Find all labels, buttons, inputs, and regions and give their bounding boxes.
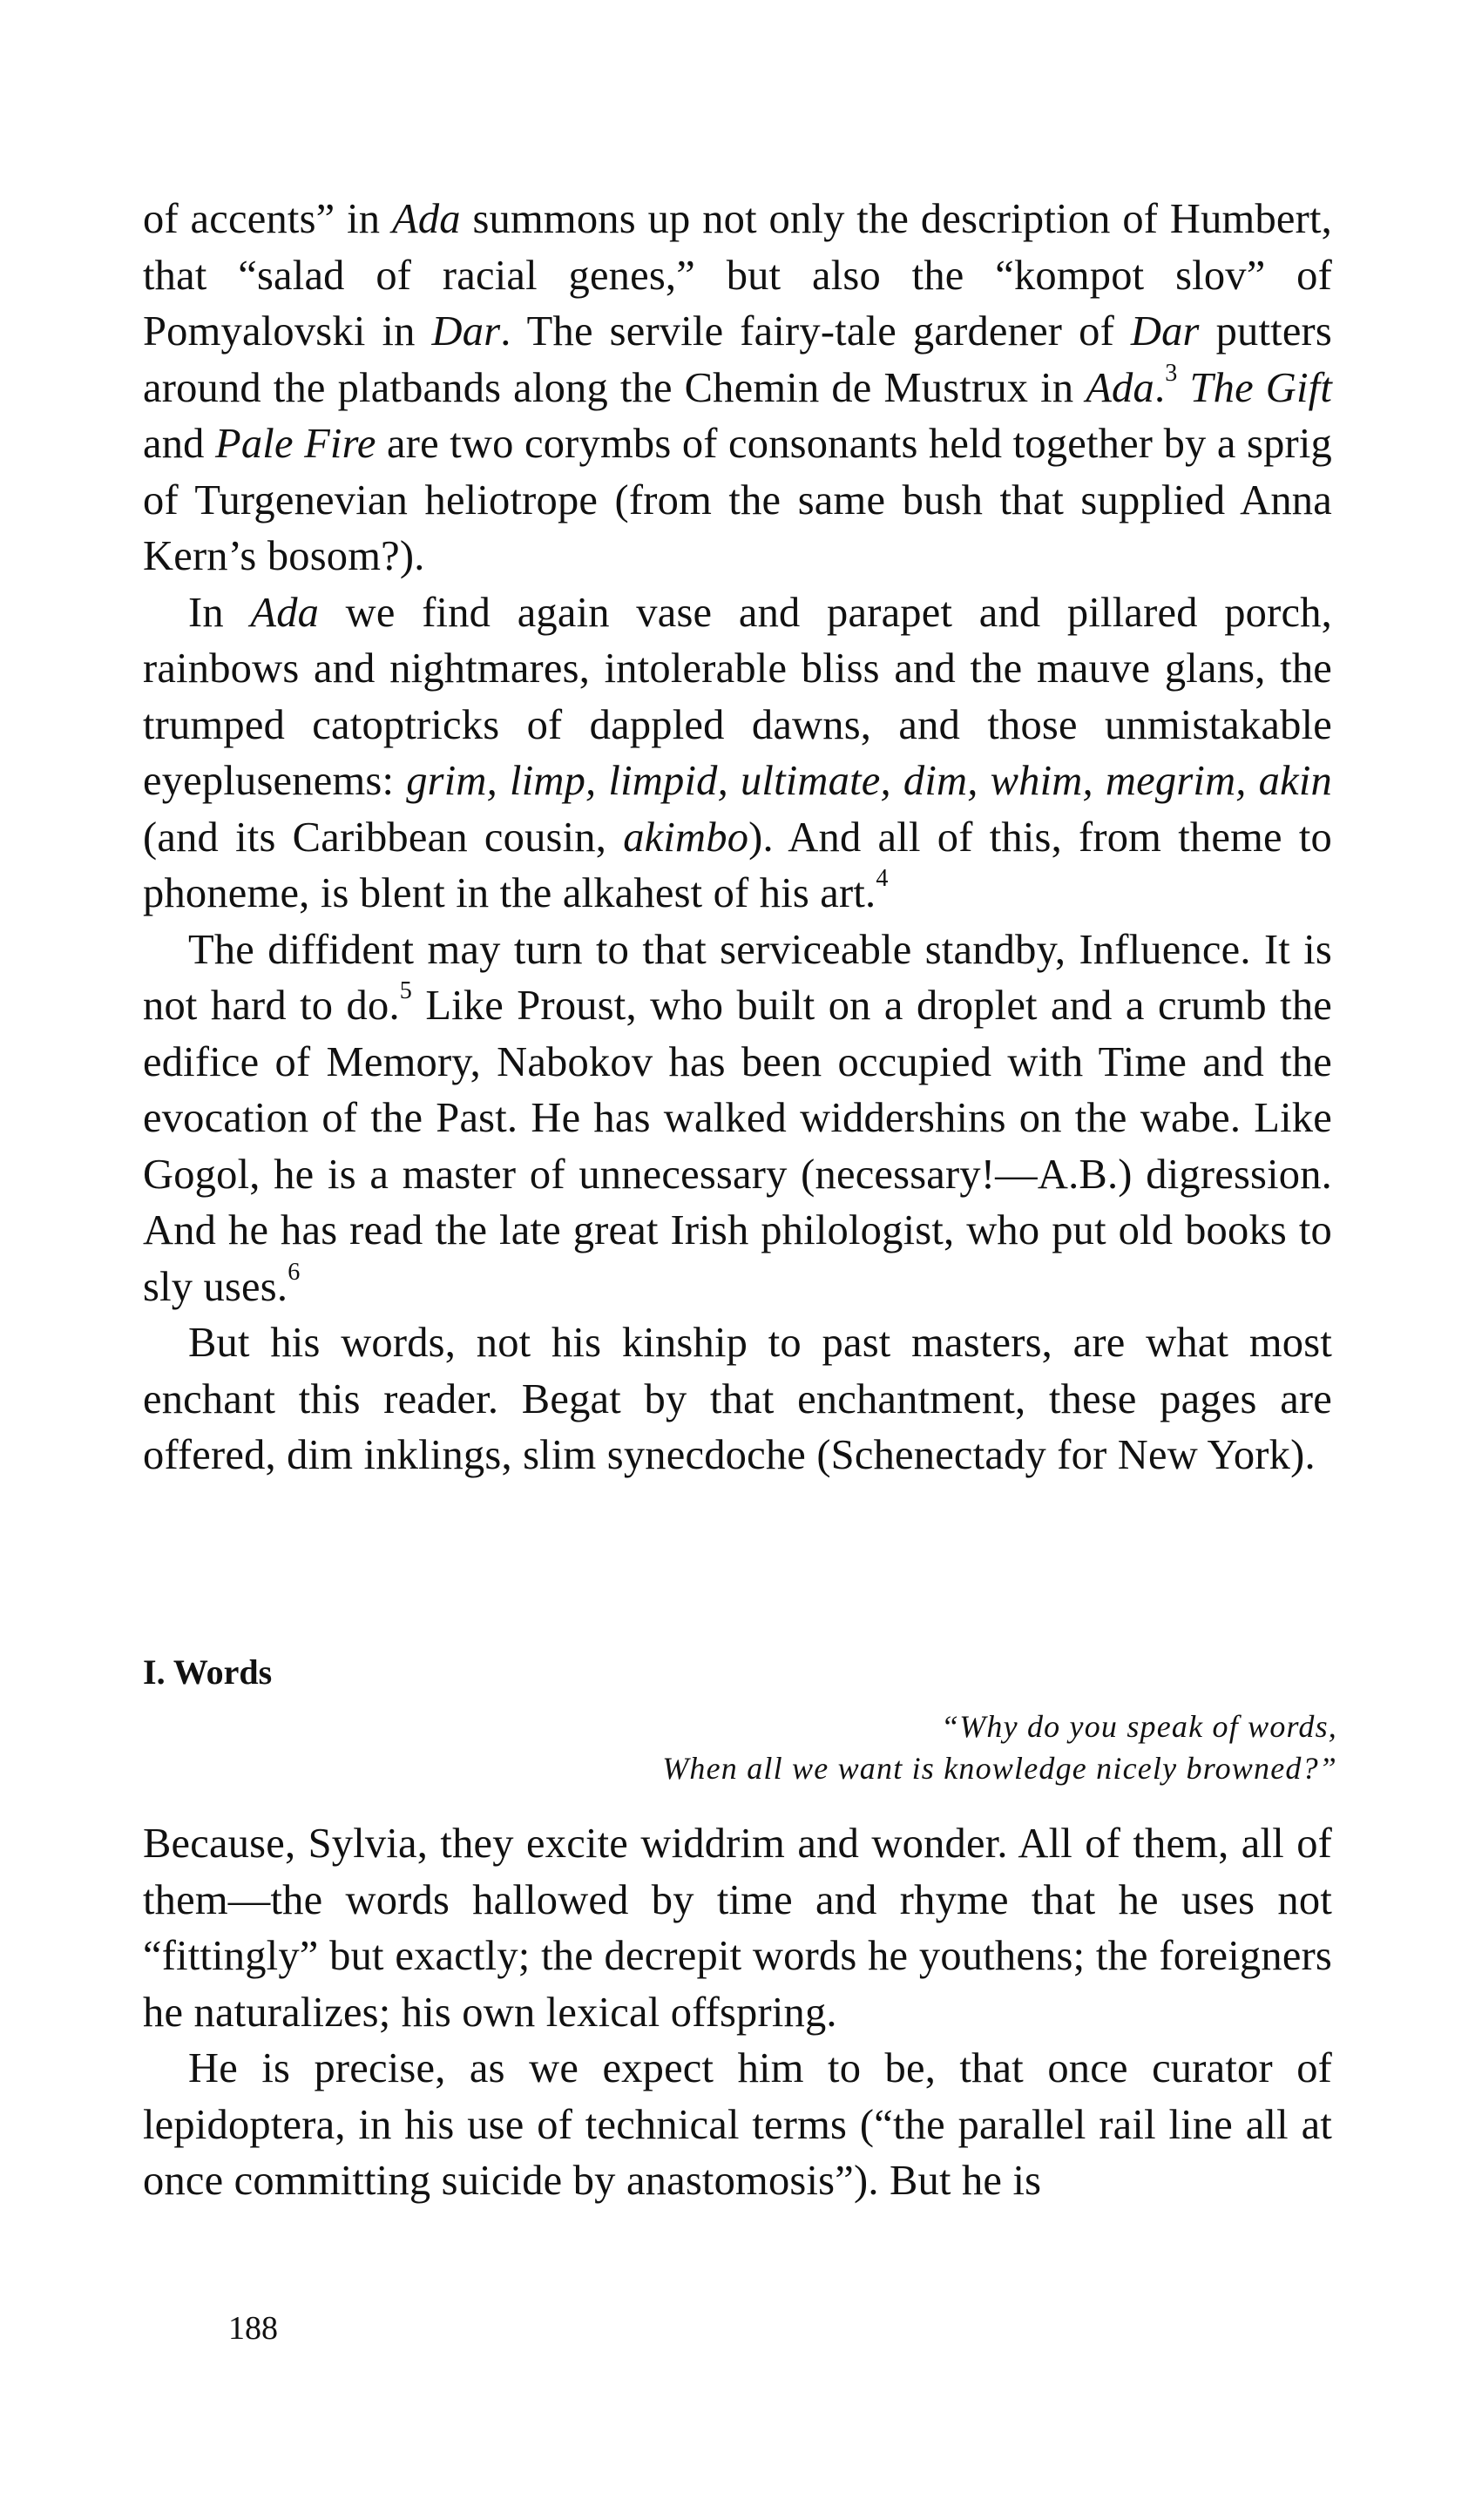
body-text-bottom (143, 1816, 1332, 2210)
text-run: summons up not only the description of Humbert, that “salad of racial genes,” but also the “kompot slov” of Pomyalovski in (143, 196, 1333, 355)
italic-text: Pale Fire (215, 421, 376, 467)
footnote-ref: 3 (1165, 359, 1178, 387)
text-run: The diffident may turn to that serviceable standby, Influence. It is not hard to do. (143, 926, 1332, 1029)
body-text-top (143, 192, 1332, 1484)
text-run: . The servile fairy-tale gardener of (500, 308, 1131, 355)
text-run: we find again vase and parapet and pillared porch, rainbows and nightmares, intolerable bliss and the mauve glans, the trumped catoptricks of dappled dawns, and those unmistakable eyeplusenems: (143, 589, 1332, 804)
italic-text: Dar (1130, 308, 1200, 355)
epigraph-line-2: When all we want is knowledge nicely browned?” (662, 1751, 1337, 1786)
italic-text: Dar (431, 308, 501, 355)
text-run: (and its Caribbean cousin, (143, 814, 624, 861)
paragraph-p5 (143, 1816, 1332, 2041)
text-run: ). And all of this, from theme to phoneme, is blent in the alkahest of his art. (143, 814, 1332, 916)
footnote-ref: 5 (399, 977, 413, 1005)
text-run: putters around the platbands along the Chemin de Mustrux in (143, 308, 1332, 411)
paragraph-p4 (143, 1315, 1332, 1484)
paragraph-p1 (143, 192, 1332, 585)
text-run: Because, Sylvia, they excite widdrim and wonder. All of them, all of them—the words hallowed by time and rhyme that he uses not “fittingly” but exactly; the decrepit words he youthens; the foreigners he naturalizes; his own lexical offspring. (143, 1821, 1332, 2036)
italic-text: akimbo (623, 814, 749, 861)
footnote-ref: 4 (876, 865, 889, 893)
epigraph (553, 1706, 1337, 1789)
italic-text: Ada (250, 589, 320, 636)
text-run: . (1154, 364, 1166, 411)
text-run: of accents” in (143, 196, 392, 242)
text-run: Like Proust, who built on a droplet and a crumb the edifice of Memory, Nabokov has been occupied with Time and the evocation of the Past. He has walked widdershins on the wabe. Like Gogol, he is a master of unnecessary (necessary!—A.B.) digression. And he has read the late great Irish philologist, who put old books to sly uses. (143, 983, 1332, 1310)
epigraph-line-1: “Why do you speak of words, (940, 1709, 1337, 1744)
paragraph-p3 (143, 922, 1332, 1316)
italic-text: Ada (392, 196, 461, 242)
text-run: and (143, 421, 216, 467)
text-run: In (188, 589, 251, 636)
paragraph-p2 (143, 585, 1332, 922)
italic-text: The Gift (1189, 364, 1332, 411)
page-number: 188 (228, 2310, 278, 2347)
text-run: are two corymbs of consonants held together by a sprig of Turgenevian heliotrope (from the same bush that supplied Anna Kern’s bosom?). (143, 421, 1332, 579)
section-heading: I. Words (143, 1652, 273, 1692)
text-run: He is precise, as we expect him to be, that once curator of lepidoptera, in his use of technical terms (“the parallel rail line all at once committing suicide by anastomosis”). But he is (143, 2045, 1332, 2204)
italic-text: Ada (1086, 364, 1154, 411)
paragraph-p6 (143, 2041, 1332, 2210)
text-run (1178, 365, 1190, 411)
text-run: But his words, not his kinship to past masters, are what most enchant this reader. Begat by that enchantment, these pages are offered, dim inklings, slim synecdoche (Schenectady for New York). (143, 1320, 1332, 1478)
italic-text: grim, limp, limpid, ultimate, dim, whim, megrim, akin (406, 758, 1332, 804)
footnote-ref: 6 (288, 1258, 301, 1286)
